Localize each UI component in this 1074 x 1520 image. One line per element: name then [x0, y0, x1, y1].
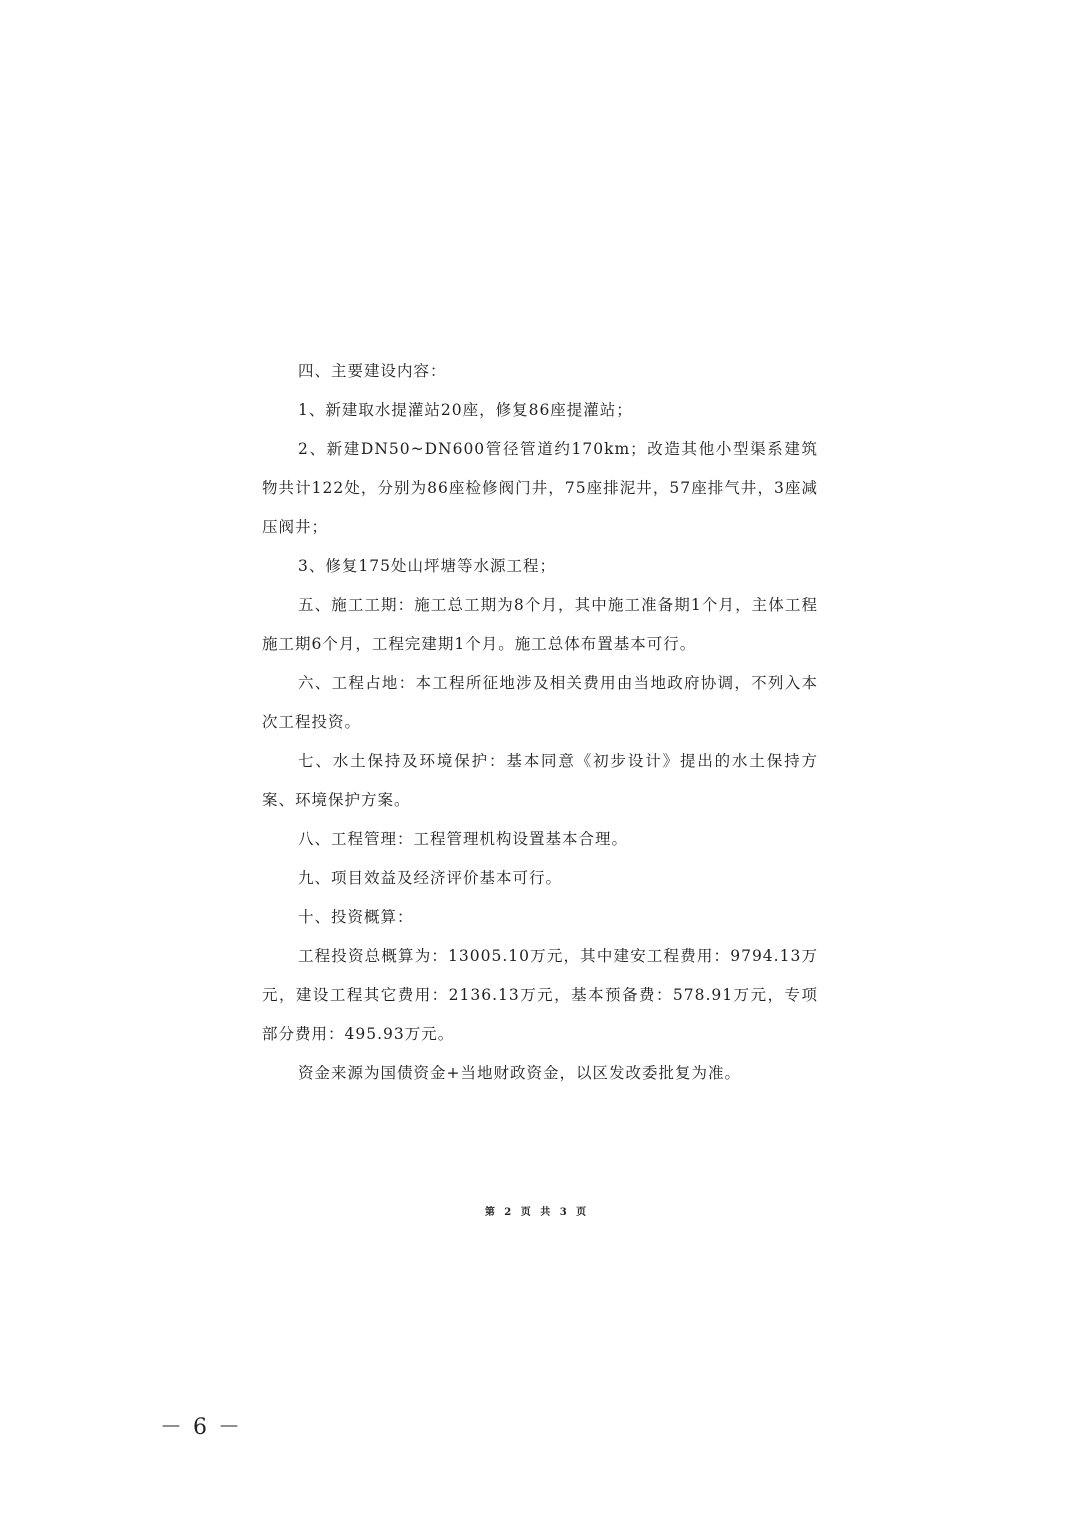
page-number: － 6 － [160, 1415, 242, 1440]
section-ten-heading: 十、投资概算： [298, 908, 414, 926]
funding-source-paragraph: 资金来源为国债资金+当地财政资金，以区发改委批复为准。 [298, 1064, 741, 1082]
section-eight-paragraph: 八、工程管理：工程管理机构设置基本合理。 [298, 830, 629, 848]
document-body [262, 352, 818, 1093]
item-3-paragraph: 3、修复175处山坪塘等水源工程； [298, 557, 556, 575]
section-six-paragraph: 六、工程占地：本工程所征地涉及相关费用由当地政府协调，不列入本次工程投资。 [262, 674, 818, 731]
section-five-paragraph: 五、施工工期：施工总工期为8个月，其中施工准备期1个月，主体工程施工期6个月，工程完建期1个月。施工总体布置基本可行。 [262, 596, 818, 653]
section-seven-paragraph: 七、水土保持及环境保护：基本同意《初步设计》提出的水土保持方案、环境保护方案。 [262, 752, 818, 809]
item-1-paragraph: 1、新建取水提灌站20座，修复86座提灌站； [298, 401, 633, 419]
section-four-heading: 四、主要建设内容： [298, 362, 447, 380]
item-2-paragraph: 2、新建DN50~DN600管径管道约170km；改造其他小型渠系建筑物共计122处，分别为86座检修阀门井，75座排泥井，57座排气井，3座减压阀井； [262, 440, 818, 536]
investment-estimate-paragraph: 工程投资总概算为：13005.10万元，其中建安工程费用：9794.13万元，建设工程其它费用：2136.13万元，基本预备费：578.91万元，专项部分费用：495.93万元。 [262, 947, 818, 1043]
inner-page-footer: 第 2 页 共 3 页 [484, 1207, 590, 1218]
section-nine-paragraph: 九、项目效益及经济评价基本可行。 [298, 869, 563, 887]
